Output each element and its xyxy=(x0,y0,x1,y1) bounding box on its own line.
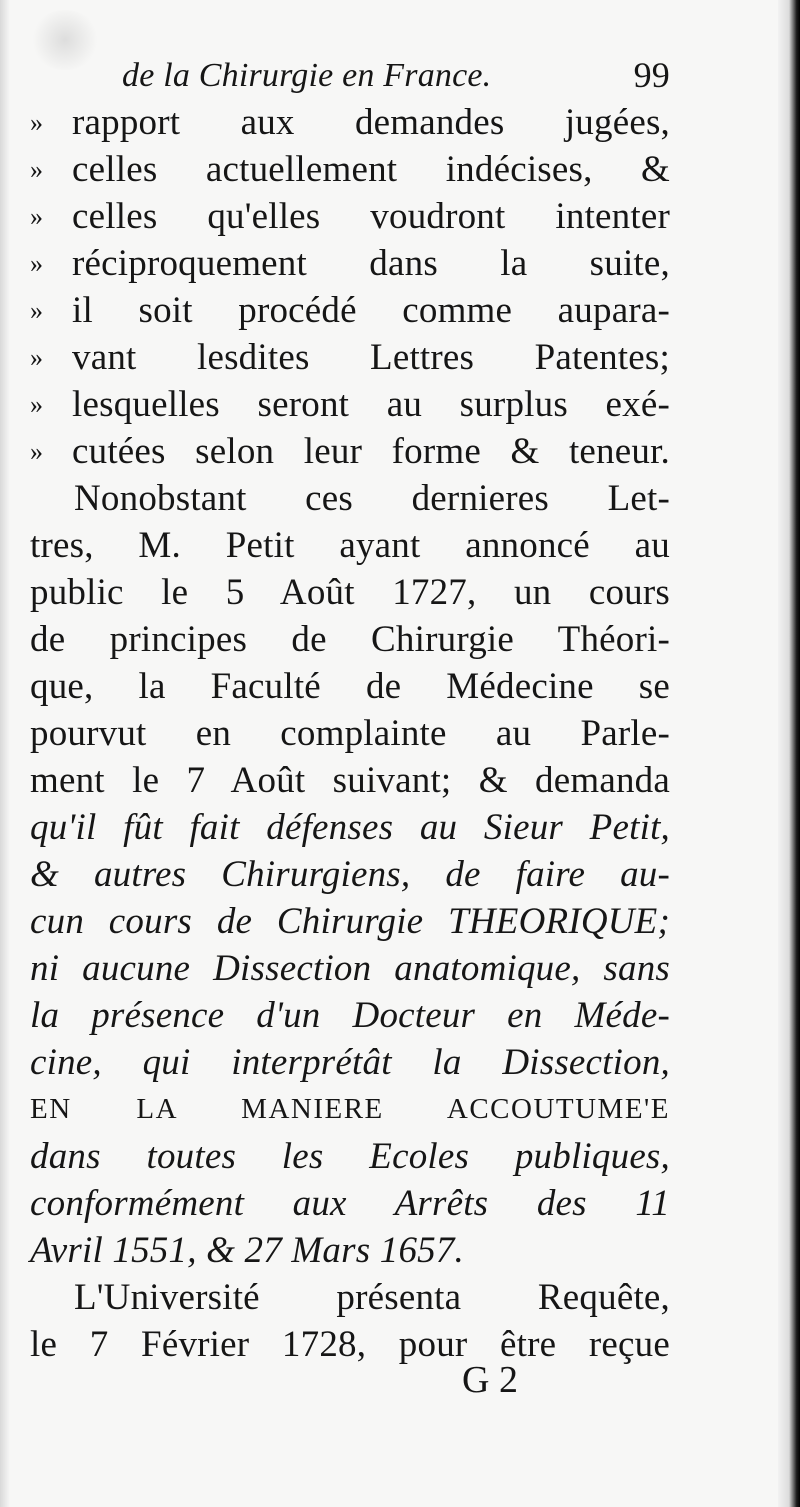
quote-line xyxy=(30,240,670,287)
quote-text: rapport aux demandes jugées, xyxy=(72,102,670,143)
quote-line xyxy=(30,99,670,146)
quote-mark: » xyxy=(30,202,44,231)
quote-mark: » xyxy=(30,296,44,325)
italic-quote-line: cun cours de Chirurgie THEORIQUE; xyxy=(30,901,670,942)
quote-line xyxy=(30,287,670,334)
quote-mark: » xyxy=(30,343,44,372)
italic-quote-line: & autres Chirurgiens, de faire au- xyxy=(30,854,670,895)
italic-quote-line: la présence d'un Docteur en Méde- xyxy=(30,995,670,1036)
quote-line xyxy=(30,334,670,381)
italic-quote-line: ni aucune Dissection anatomique, sans xyxy=(30,948,670,989)
signature-mark: G 2 xyxy=(462,1359,518,1401)
text-block xyxy=(30,52,670,1368)
quote-text: cutées selon leur forme & teneur. xyxy=(72,431,670,472)
quote-mark: » xyxy=(30,249,44,278)
quote-text: celles qu'elles voudront intenter xyxy=(72,196,670,237)
quote-line xyxy=(30,381,670,428)
quote-line xyxy=(30,146,670,193)
quote-line xyxy=(30,428,670,475)
paragraph-line: que, la Faculté de Médecine se xyxy=(30,666,670,707)
running-header xyxy=(30,52,670,99)
paragraph-line: public le 5 Août 1727, un cours xyxy=(30,572,670,613)
page-number: 99 xyxy=(633,55,670,95)
paragraph-line: tres, M. Petit ayant annoncé au xyxy=(30,525,670,566)
quote-line xyxy=(30,193,670,240)
running-title: de la Chirurgie en France. xyxy=(122,57,492,94)
quote-mark: » xyxy=(30,437,44,466)
paragraph-line: pourvut en complainte au Parle- xyxy=(30,713,670,754)
small-caps-line: EN LA MANIERE ACCOUTUME'E xyxy=(30,1093,670,1125)
quote-text: celles actuellement indécises, & xyxy=(72,149,670,190)
quote-mark: » xyxy=(30,108,44,137)
italic-quote-line: qu'il fût fait défenses au Sieur Petit, xyxy=(30,807,670,848)
paragraph-line: de principes de Chirurgie Théori- xyxy=(30,619,670,660)
italic-quote-line: cine, qui interprétât la Dissection, xyxy=(30,1042,670,1083)
page-gutter-shadow xyxy=(778,0,800,1507)
quote-mark: » xyxy=(30,155,44,184)
quote-text: réciproquement dans la suite, xyxy=(72,243,670,284)
paragraph-line: L'Université présenta Requête, xyxy=(74,1277,670,1318)
italic-quote-line: dans toutes les Ecoles publiques, xyxy=(30,1136,670,1177)
paragraph-line: le 7 Février 1728, pour être reçue xyxy=(30,1324,670,1365)
page-left-shadow xyxy=(0,0,10,1507)
quote-text: il soit procédé comme aupara- xyxy=(72,290,670,331)
paragraph-line: ment le 7 Août suivant; & demanda xyxy=(30,760,670,801)
quote-text: lesquelles seront au surplus exé- xyxy=(72,384,670,425)
italic-quote-line: conformément aux Arrêts des 11 xyxy=(30,1183,670,1224)
quote-mark: » xyxy=(30,390,44,419)
italic-quote-line: Avril 1551, & 27 Mars 1657. xyxy=(30,1230,464,1271)
paragraph-line: Nonobstant ces dernieres Let- xyxy=(74,478,670,519)
quote-text: vant lesdites Lettres Patentes; xyxy=(72,337,670,378)
